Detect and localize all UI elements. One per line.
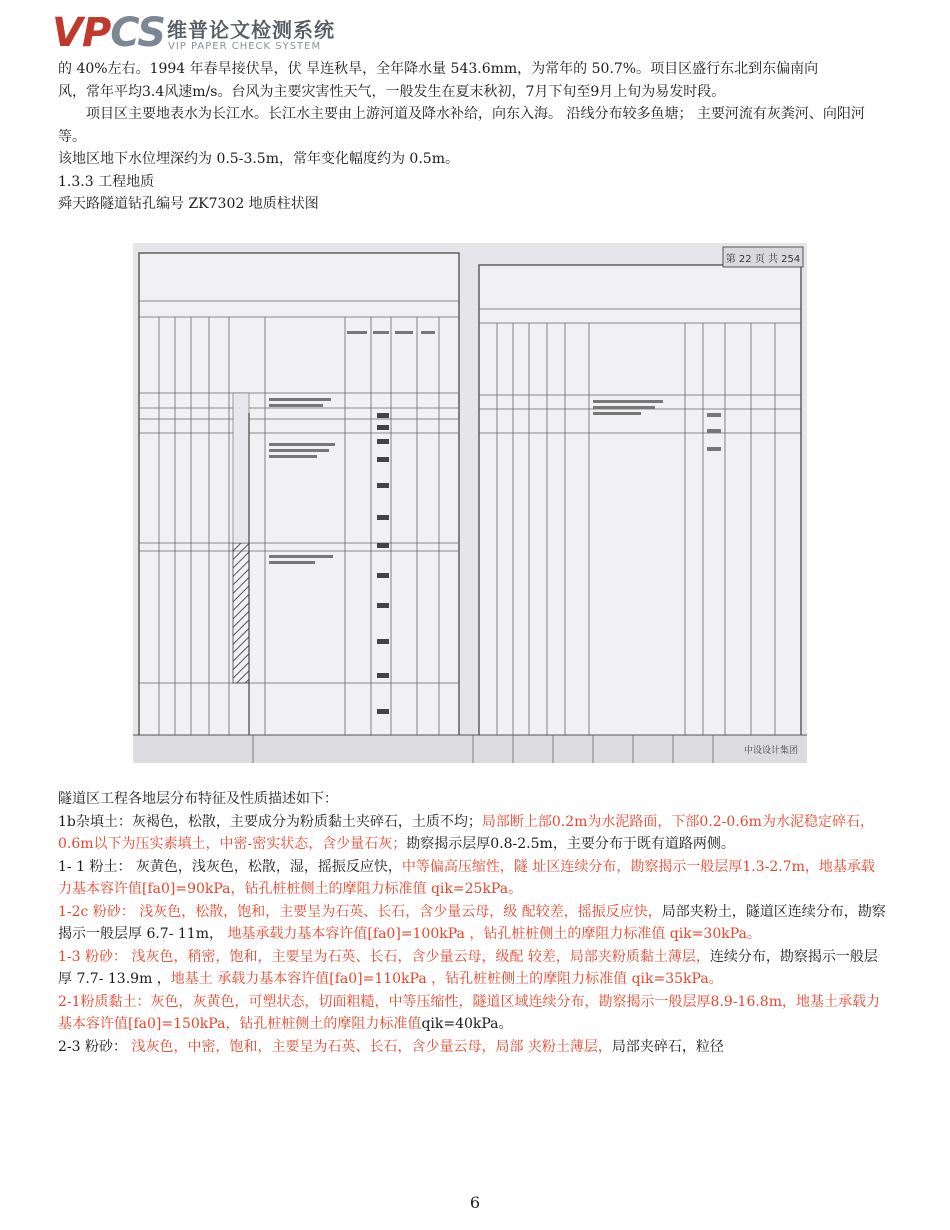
figure-footer-label: 中设设计集团 bbox=[743, 746, 799, 756]
layer-paragraph: 2-3 粉砂： 浅灰色，中密，饱和，主要呈为石英、长石，含少量云母，局部 夹粉土薄层，局部夹碎石，粒径 bbox=[58, 1038, 724, 1055]
figure-page-label: 第 22 页 共 254 bbox=[725, 254, 801, 265]
figure-caption: 舜天路隧道钻孔编号 ZK7302 地质柱状图 bbox=[58, 196, 319, 212]
paragraph: 项目区主要地表水为长江水。长江水主要由上游河道及降水补给，向东入海。 沿线分布较多鱼塘； 主要河流有灰粪河、向阳河等。 bbox=[58, 106, 865, 145]
paragraph: 该地区地下水位埋深约为 0.5-3.5m，常年变化幅度约为 0.5m。 bbox=[58, 151, 459, 167]
paragraph: 风，常年平均3.4风速m/s。台风为主要灾害性天气，一般发生在夏末秋初，7月下旬至9月上旬为易发时段。 bbox=[58, 83, 726, 100]
body-text-layers bbox=[58, 788, 888, 1058]
section-heading: 1.3.3 工程地质 bbox=[58, 173, 155, 190]
layer-paragraph: 1-3 粉砂： 浅灰色，稍密，饱和，主要呈为石英、长石，含少量云母，级配 较差，局部夹粉质黏土薄层，连续分布，勘察揭示一般层厚 7.7- 13.9m ，地基土 承载力基本容许值[fa0]=110kPa ，钻孔桩桩侧土的摩阻力标准值 qik=35kPa。 bbox=[58, 948, 878, 987]
paragraph: 的 40%左右。1994 年春旱接伏旱，伏 旱连秋旱，全年降水量 543.6mm，为常年的 50.7%。项目区盛行东北到东偏南向 bbox=[58, 61, 819, 77]
logo-chinese-name: 维普论文检测系统 bbox=[167, 18, 335, 42]
vpcs-logo-mark: VPCS bbox=[52, 10, 166, 56]
vpcs-header-logo bbox=[52, 8, 472, 58]
logo-english-name: VIP PAPER CHECK SYSTEM bbox=[168, 41, 322, 52]
layer-paragraph: 1- 1 粉土： 灰黄色，浅灰色，松散，湿，摇振反应快，中等偏高压缩性，隧 址区连续分布，勘察揭示一般层厚1.3-2.7m，地基承载力基本容许值[fa0]=90kPa，钻孔桩桩侧土的摩阻力标准值 qik=25kPa。 bbox=[58, 858, 875, 897]
borehole-log-photo bbox=[133, 243, 807, 763]
layer-paragraph: 2-1粉质黏土：灰色，灰黄色，可塑状态，切面粗糙，中等压缩性，隧道区域连续分布，勘察揭示一般层厚8.9-16.8m，地基土承载力基本容许值[fa0]=150kPa，钻孔桩桩侧土的摩阻力标准值qik=40kPa。 bbox=[58, 993, 880, 1032]
layer-paragraph: 1-2c 粉砂： 浅灰色，松散，饱和，主要呈为石英、长石，含少量云母，级 配较差，摇振反应快，局部夹粉土，隧道区连续分布，勘察揭示一般层厚 6.7- 11m， 地基承载力基本容许值[fa0]=100kPa ，钻孔桩桩侧土的摩阻力标准值 qik=30kPa。 bbox=[58, 903, 886, 942]
body-text-top bbox=[58, 58, 888, 216]
layer-paragraph: 1b杂填土：灰褐色，松散，主要成分为粉质黏土夹碎石，土质不均；局部断上部0.2m为水泥路面，下部0.2-0.6m为水泥稳定碎石，0.6m以下为压实素填土，中密-密实状态，含少量石灰；勘察揭示层厚0.8-2.5m，主要分布于既有道路两侧。 bbox=[58, 813, 874, 852]
page-number: 6 bbox=[469, 1193, 481, 1212]
layer-intro: 隧道区工程各地层分布特征及性质描述如下： bbox=[58, 791, 338, 807]
